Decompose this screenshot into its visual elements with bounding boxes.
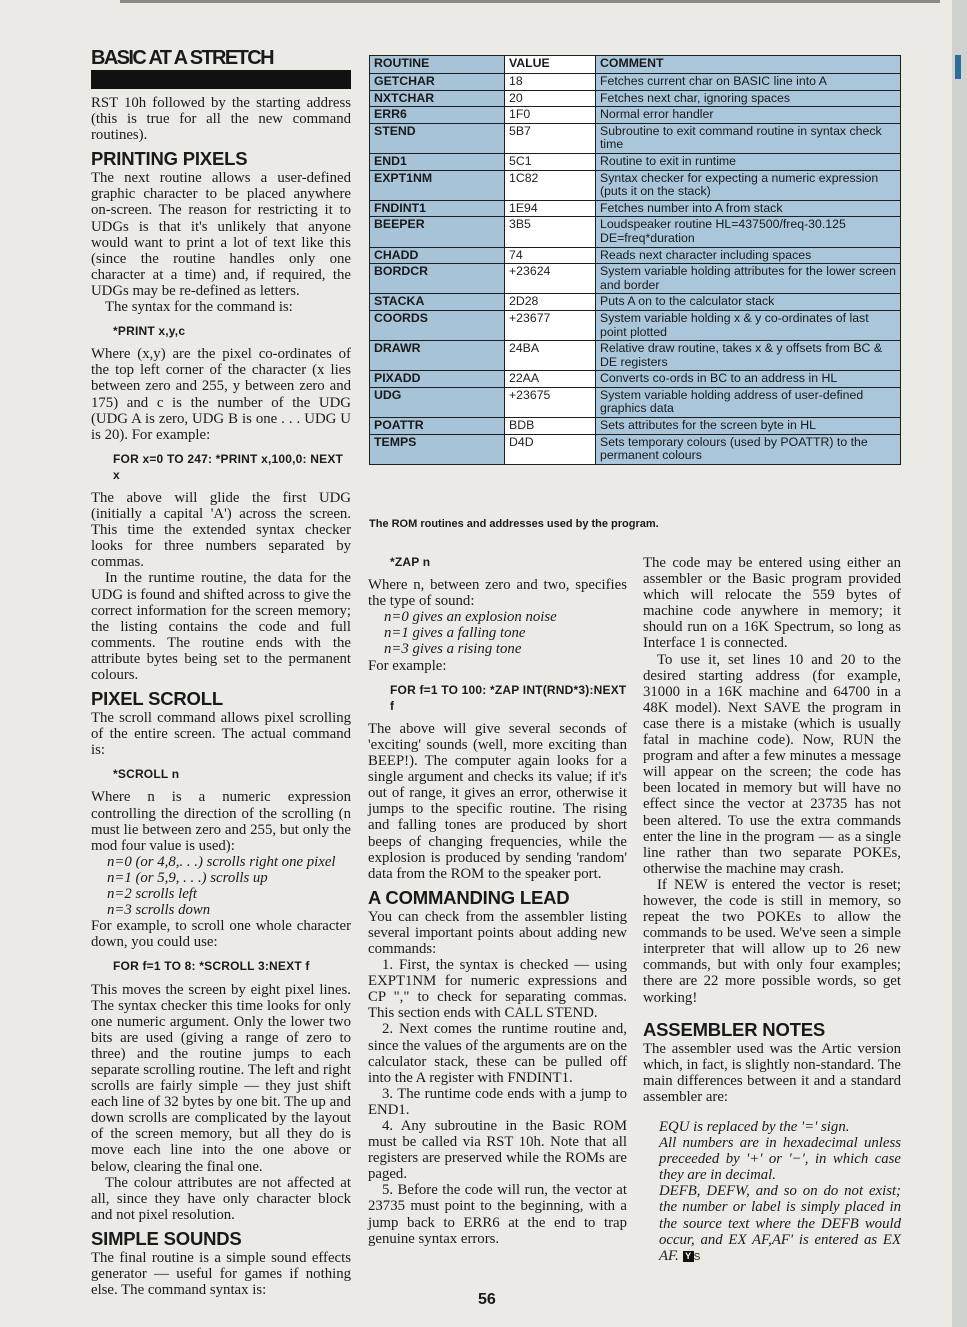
table-row	[370, 217, 901, 247]
paragraph: To use it, set lines 10 and 20 to the desired starting address (for example, 31000 in a 16K machine and 64700 in a 48K model). Next SAVE the program in case there is a mistake (which is usually fatal in machine code). Now, RUN the program and after a few minutes a message will appear on the screen; the code has been located in memory but will have no effect since the vector at 23735 has not been altered. To use the extra commands enter the line in the program — as a single line rather than two separate POKEs, otherwise the machine may crash.	[643, 651, 901, 877]
comment-cell: Puts A on to the calculator stack	[596, 294, 901, 311]
routine-cell: TEMPS	[370, 434, 505, 464]
paragraph: Where n is a numeric expression controlling the direction of the scrolling (n must lie between zero and 255, but only the mod four value is used):	[91, 789, 351, 854]
comment-cell: System variable holding attributes for the lower screen and border	[596, 264, 901, 294]
value-cell: 18	[505, 74, 596, 91]
value-cell: 1F0	[505, 107, 596, 124]
table-row	[370, 294, 901, 311]
comment-cell: Loudspeaker routine HL=437500/freq-30.125 DE=freq*duration	[596, 217, 901, 247]
paragraph: For example:	[368, 657, 447, 674]
list-item: n=2 scrolls left	[107, 886, 197, 903]
table-row	[370, 247, 901, 264]
paragraph: Where n, between zero and two, specifies the type of sound:	[368, 577, 627, 610]
comment-cell: Sets attributes for the screen byte in HL	[596, 418, 901, 435]
comment-cell: System variable holding x & y co-ordinates of last point plotted	[596, 310, 901, 340]
value-cell: 24BA	[505, 341, 596, 371]
note-item	[643, 1183, 901, 1265]
comment-cell: System variable holding address of user-defined graphics data	[596, 387, 901, 417]
routine-cell: BORDCR	[370, 264, 505, 294]
value-cell: D4D	[505, 434, 596, 464]
comment-cell: Reads next character including spaces	[596, 247, 901, 264]
list-item: n=0 (or 4,8,. . .) scrolls right one pixel	[107, 853, 336, 870]
numbered-point: 5. Before the code will run, the vector at 23735 must point to the beginning, with a jump back to ERR6 at the end to trap genuine syntax errors.	[368, 1182, 627, 1247]
table-row	[370, 264, 901, 294]
value-cell: +23624	[505, 264, 596, 294]
comment-cell: Fetches next char, ignoring spaces	[596, 90, 901, 107]
paragraph: The final routine is a simple sound effects generator — useful for games if nothing else. The command syntax is:	[91, 1249, 351, 1299]
numbered-point: 4. Any subroutine in the Basic ROM must be called via RST 10h. Note that all registers are preserved while the ROMs are paged.	[368, 1118, 627, 1183]
list-item: n=0 gives an explosion noise	[384, 609, 557, 626]
table-row	[370, 90, 901, 107]
routine-cell: CHADD	[370, 247, 505, 264]
table-body	[370, 74, 901, 465]
routine-cell: DRAWR	[370, 341, 505, 371]
end-of-article-icon: Y	[683, 1251, 694, 1262]
paragraph: The colour attributes are not affected at all, since they have only character block and not pixel resolution.	[91, 1174, 351, 1223]
paragraph: The assembler used was the Artic version which, in fact, is slightly non-standard. The main differences between it and a standard assembler are:	[643, 1040, 901, 1105]
end-mark-letter: S	[693, 1251, 701, 1263]
column-2	[368, 550, 627, 1247]
series-title: BASIC AT A STRETCH	[91, 47, 273, 69]
routine-cell: STACKA	[370, 294, 505, 311]
code-line: *PRINT x,y,c	[113, 324, 186, 339]
table-row	[370, 74, 901, 91]
routine-cell: UDG	[370, 387, 505, 417]
comment-cell: Sets temporary colours (used by POATTR) to the permanent colours	[596, 434, 901, 464]
value-cell: +23677	[505, 310, 596, 340]
value-cell: 1E94	[505, 200, 596, 217]
list-item: n=1 gives a falling tone	[384, 625, 526, 642]
top-rule	[120, 0, 940, 3]
numbered-point: 1. First, the syntax is checked — using EXPT1NM for numeric expressions and CP "," to check for separating commas. This section ends with CALL STEND.	[368, 957, 627, 1022]
table-row	[370, 418, 901, 435]
paragraph: The above will give several seconds of 'exciting' sounds (well, more exciting than BEEP!). The computer again looks for a single argument and checks its value; if it's out of range, it gives an error, otherwise it jumps to the specific routine. The rising and falling tones are produced by short beeps of changing frequencies, while the explosion is produced by sending 'random' data from the ROM to the speaker port.	[368, 720, 627, 882]
value-cell: 20	[505, 90, 596, 107]
comment-cell: Fetches number into A from stack	[596, 200, 901, 217]
table-row	[370, 200, 901, 217]
column-header: COMMENT	[596, 56, 901, 74]
comment-cell: Syntax checker for expecting a numeric expression (puts it on the stack)	[596, 170, 901, 200]
table-row	[370, 341, 901, 371]
table-row	[370, 170, 901, 200]
note-text: DEFB, DEFW, and so on do not exist; the number or label is simply placed in the source text where the DEFB would occur, and EX AF,AF' is entered as EX AF.	[659, 1183, 901, 1264]
value-cell: 1C82	[505, 170, 596, 200]
routine-cell: COORDS	[370, 310, 505, 340]
heading-commanding-lead: A COMMANDING LEAD	[368, 886, 570, 908]
value-cell: 5B7	[505, 123, 596, 153]
list-item: n=3 gives a rising tone	[384, 641, 522, 658]
comment-cell: Routine to exit in runtime	[596, 153, 901, 170]
routine-cell: EXPT1NM	[370, 170, 505, 200]
comment-cell: Fetches current char on BASIC line into A	[596, 74, 901, 91]
heading-assembler-notes: ASSEMBLER NOTES	[643, 1018, 826, 1040]
paragraph: The next routine allows a user-defined graphic character to be placed anywhere on-screen. The reason for restricting it to UDGs is that it's unlikely that anyone would want to print a lot of text like this (since the routine handles only one character at a time) and, if required, the UDGs may be re-defined as letters.	[91, 170, 351, 299]
routine-cell: STEND	[370, 123, 505, 153]
page-number: 56	[478, 1291, 496, 1308]
code-line: FOR x=0 TO 247: *PRINT x,100,0: NEXT x	[113, 451, 344, 482]
routine-cell: NXTCHAR	[370, 90, 505, 107]
note-item: EQU is replaced by the '=' sign.	[659, 1119, 850, 1135]
value-cell: 22AA	[505, 371, 596, 388]
paragraph: The scroll command allows pixel scrolling of the entire screen. The actual command is:	[91, 710, 351, 759]
paragraph: You can check from the assembler listing several important points about adding new commands:	[368, 908, 627, 957]
paragraph: The above will glide the first UDG (initially a capital 'A') across the screen. This time the extended syntax checker looks for three numbers separated by commas.	[91, 489, 351, 571]
code-line: *ZAP n	[390, 555, 431, 569]
table-header-row	[370, 56, 901, 74]
paragraph: The syntax for the command is:	[105, 299, 293, 316]
routine-cell: ERR6	[370, 107, 505, 124]
table-row	[370, 310, 901, 340]
value-cell: 5C1	[505, 153, 596, 170]
table-row	[370, 123, 901, 153]
table-caption: The ROM routines and addresses used by the program.	[369, 518, 659, 530]
numbered-point: 3. The runtime code ends with a jump to END1.	[368, 1085, 627, 1118]
paragraph: In the runtime routine, the data for the UDG is found and shifted across to give the correct information for the screen memory; the listing contains the code and full comments. The routine ends with the attribute bytes being set to the permanent colours.	[91, 570, 351, 683]
comment-cell: Normal error handler	[596, 107, 901, 124]
value-cell: +23675	[505, 387, 596, 417]
table-row	[370, 434, 901, 464]
table-row	[370, 387, 901, 417]
paragraph: Where (x,y) are the pixel co-ordinates of the top left corner of the character (x lies between zero and 255, y between zero and 175) and c is the number of the UDG (UDG A is zero, UDG B is one . . . UDG U is 20). For example:	[91, 346, 351, 443]
value-cell: 2D28	[505, 294, 596, 311]
rom-routines-table	[369, 55, 901, 465]
value-cell: BDB	[505, 418, 596, 435]
table-row	[370, 107, 901, 124]
routine-cell: PIXADD	[370, 371, 505, 388]
column-header: VALUE	[505, 56, 596, 74]
column-1	[91, 47, 351, 1298]
comment-cell: Subroutine to exit command routine in syntax check time	[596, 123, 901, 153]
column-3	[643, 555, 901, 1266]
edge-tab	[955, 55, 961, 79]
note-item: All numbers are in hexadecimal unless preceeded by '+' or '−', in which case they are in decimal.	[659, 1135, 901, 1184]
routine-cell: BEEPER	[370, 217, 505, 247]
routine-cell: POATTR	[370, 418, 505, 435]
table-row	[370, 153, 901, 170]
comment-cell: Relative draw routine, takes x & y offsets from BC & DE registers	[596, 341, 901, 371]
title-bar	[91, 70, 351, 89]
heading-printing-pixels: PRINTING PIXELS	[91, 148, 248, 170]
value-cell: 3B5	[505, 217, 596, 247]
paragraph: The code may be entered using either an assembler or the Basic program provided which will relocate the 559 bytes of machine code anywhere in memory; it should run on a 16K Spectrum, so long as Interface 1 is connected.	[643, 555, 901, 652]
code-line: FOR f=1 TO 100: *ZAP INT(RND*3):NEXT f	[390, 682, 627, 713]
paragraph: RST 10h followed by the starting address (this is true for all the new command routines).	[91, 95, 351, 144]
code-line: *SCROLL n	[113, 767, 180, 782]
paragraph: This moves the screen by eight pixel lines. The syntax checker this time looks for only one numeric argument. Only the lower two bits are used (giving a range of zero to three) and the routine jumps to each separate scrolling routine. The left and right scrolls are fairly simple — they just shift each line of 32 bytes by one bit. The up and down scrolls are complicated by the layout of the screen memory, but all they do is move each line into the one above or below, clearing the final one.	[91, 981, 351, 1175]
list-item: n=3 scrolls down	[107, 902, 211, 919]
heading-pixel-scroll: PIXEL SCROLL	[91, 688, 223, 710]
page-edge	[952, 0, 967, 1327]
list-item: n=1 (or 5,9, . . .) scrolls up	[107, 869, 268, 886]
numbered-point: 2. Next comes the runtime routine and, since the values of the arguments are on the calculator stack, these can be pulled off into the A register with FNDINT1.	[368, 1021, 627, 1086]
code-line: FOR f=1 TO 8: *SCROLL 3:NEXT f	[113, 959, 310, 974]
comment-cell: Converts co-ords in BC to an address in HL	[596, 371, 901, 388]
routine-cell: GETCHAR	[370, 74, 505, 91]
paragraph: For example, to scroll one whole character down, you could use:	[91, 918, 351, 951]
column-header: ROUTINE	[370, 56, 505, 74]
routine-cell: FNDINT1	[370, 200, 505, 217]
routine-cell: END1	[370, 153, 505, 170]
heading-simple-sounds: SIMPLE SOUNDS	[91, 1227, 242, 1249]
table-row	[370, 371, 901, 388]
value-cell: 74	[505, 247, 596, 264]
paragraph: If NEW is entered the vector is reset; however, the code is still in memory, so repeat the two POKEs to allow the commands to be used. We've seen a simple interpreter that will allow up to 26 new commands, but with only four examples; there are 22 more possible words, so get working!	[643, 876, 901, 1006]
